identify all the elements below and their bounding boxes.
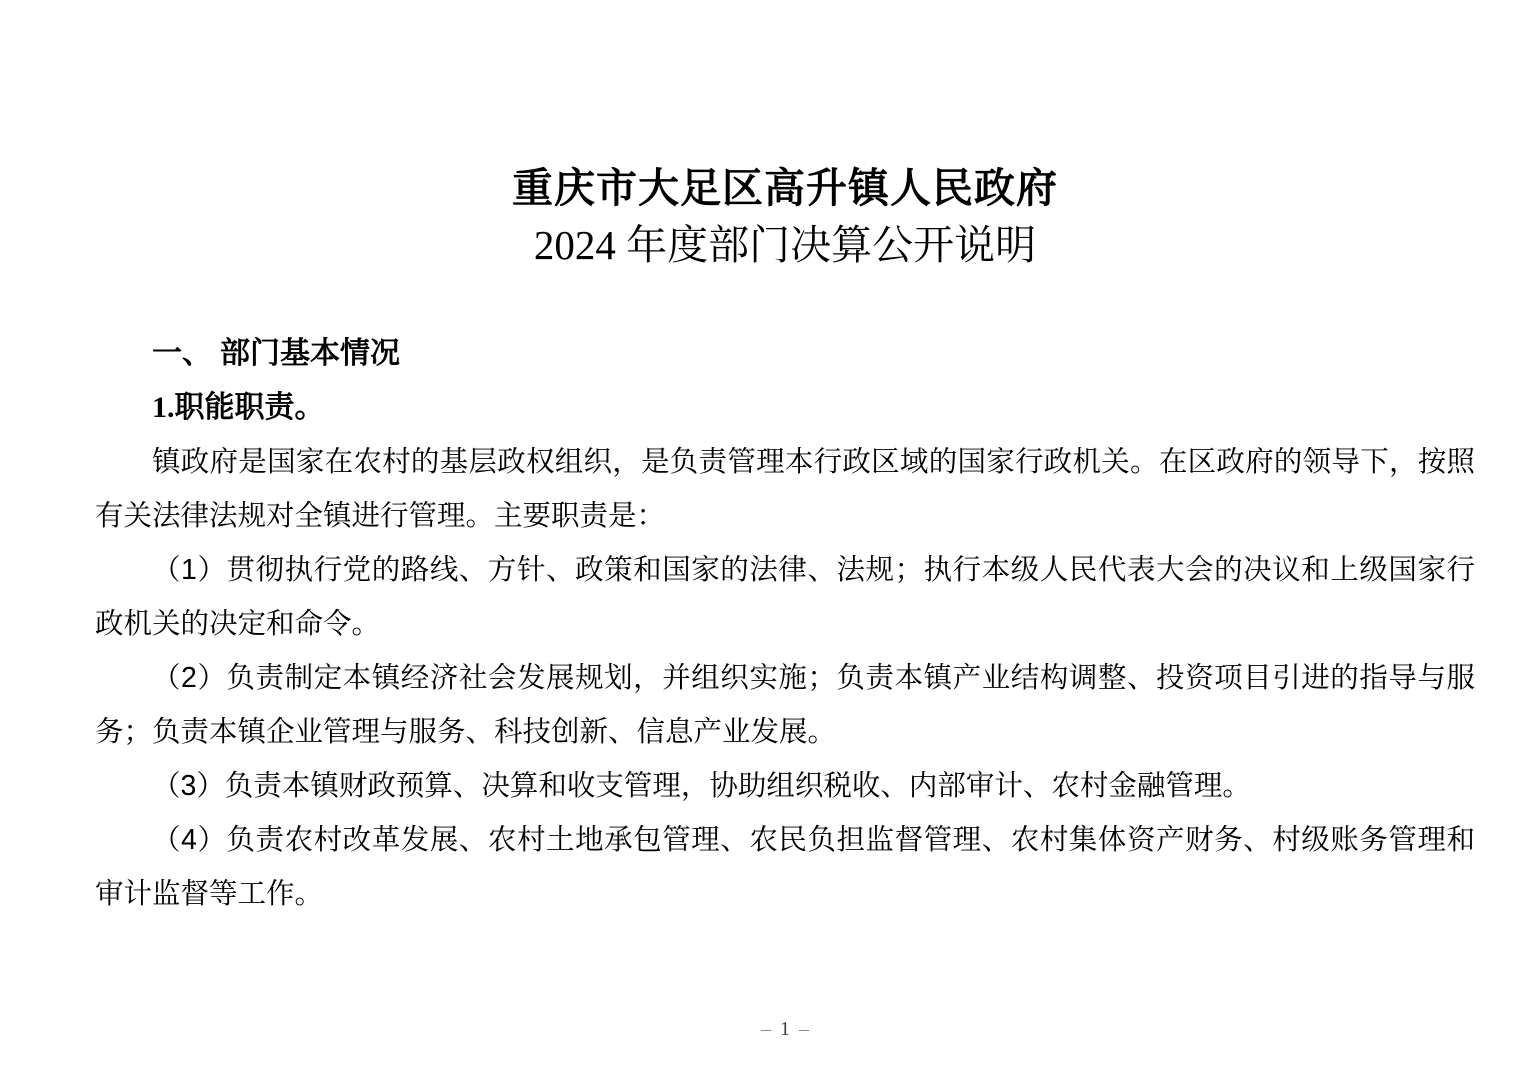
paragraph-intro: 镇政府是国家在农村的基层政权组织，是负责管理本行政区域的国家行政机关。在区政府的领导下，按照有关法律法规对全镇进行管理。主要职责是： (95, 446, 1475, 532)
subsection-heading (95, 381, 1475, 435)
page-number-dash-left: – (761, 1018, 771, 1040)
subsection-heading-text: 职能职责。 (174, 391, 325, 424)
document-title-line2 (95, 217, 1475, 274)
paragraph-duty-1: （1）贯彻执行党的路线、方针、政策和国家的法律、法规；执行本级人民代表大会的决议和上级国家行政机关的决定和命令。 (95, 554, 1475, 640)
section-heading-text: 部门基本情况 (220, 337, 400, 370)
document-title-line2-text: 年度部门决算公开说明 (615, 222, 1037, 268)
document-body (95, 327, 1475, 921)
document-title-year: 2024 (533, 222, 616, 268)
paragraph-duty-2: （2）负责制定本镇经济社会发展规划，并组织实施；负责本镇产业结构调整、投资项目引进的指导与服务；负责本镇企业管理与服务、科技创新、信息产业发展。 (95, 662, 1475, 748)
section-heading (95, 327, 1475, 381)
page-number-value: 1 (780, 1018, 790, 1040)
page-number-dash-right: – (799, 1018, 809, 1040)
page-number (95, 1016, 1475, 1042)
document-title-line1: 重庆市大足区高升镇人民政府 (512, 165, 1058, 211)
section-heading-number: 一、 (152, 337, 212, 370)
subsection-heading-number: 1. (152, 391, 175, 424)
paragraph-duty-4: （4）负责农村改革发展、农村土地承包管理、农民负担监督管理、农村集体资产财务、村级账务管理和审计监督等工作。 (95, 824, 1475, 910)
paragraph-duty-3: （3）负责本镇财政预算、决算和收支管理，协助组织税收、内部审计、农村金融管理。 (152, 770, 1251, 802)
